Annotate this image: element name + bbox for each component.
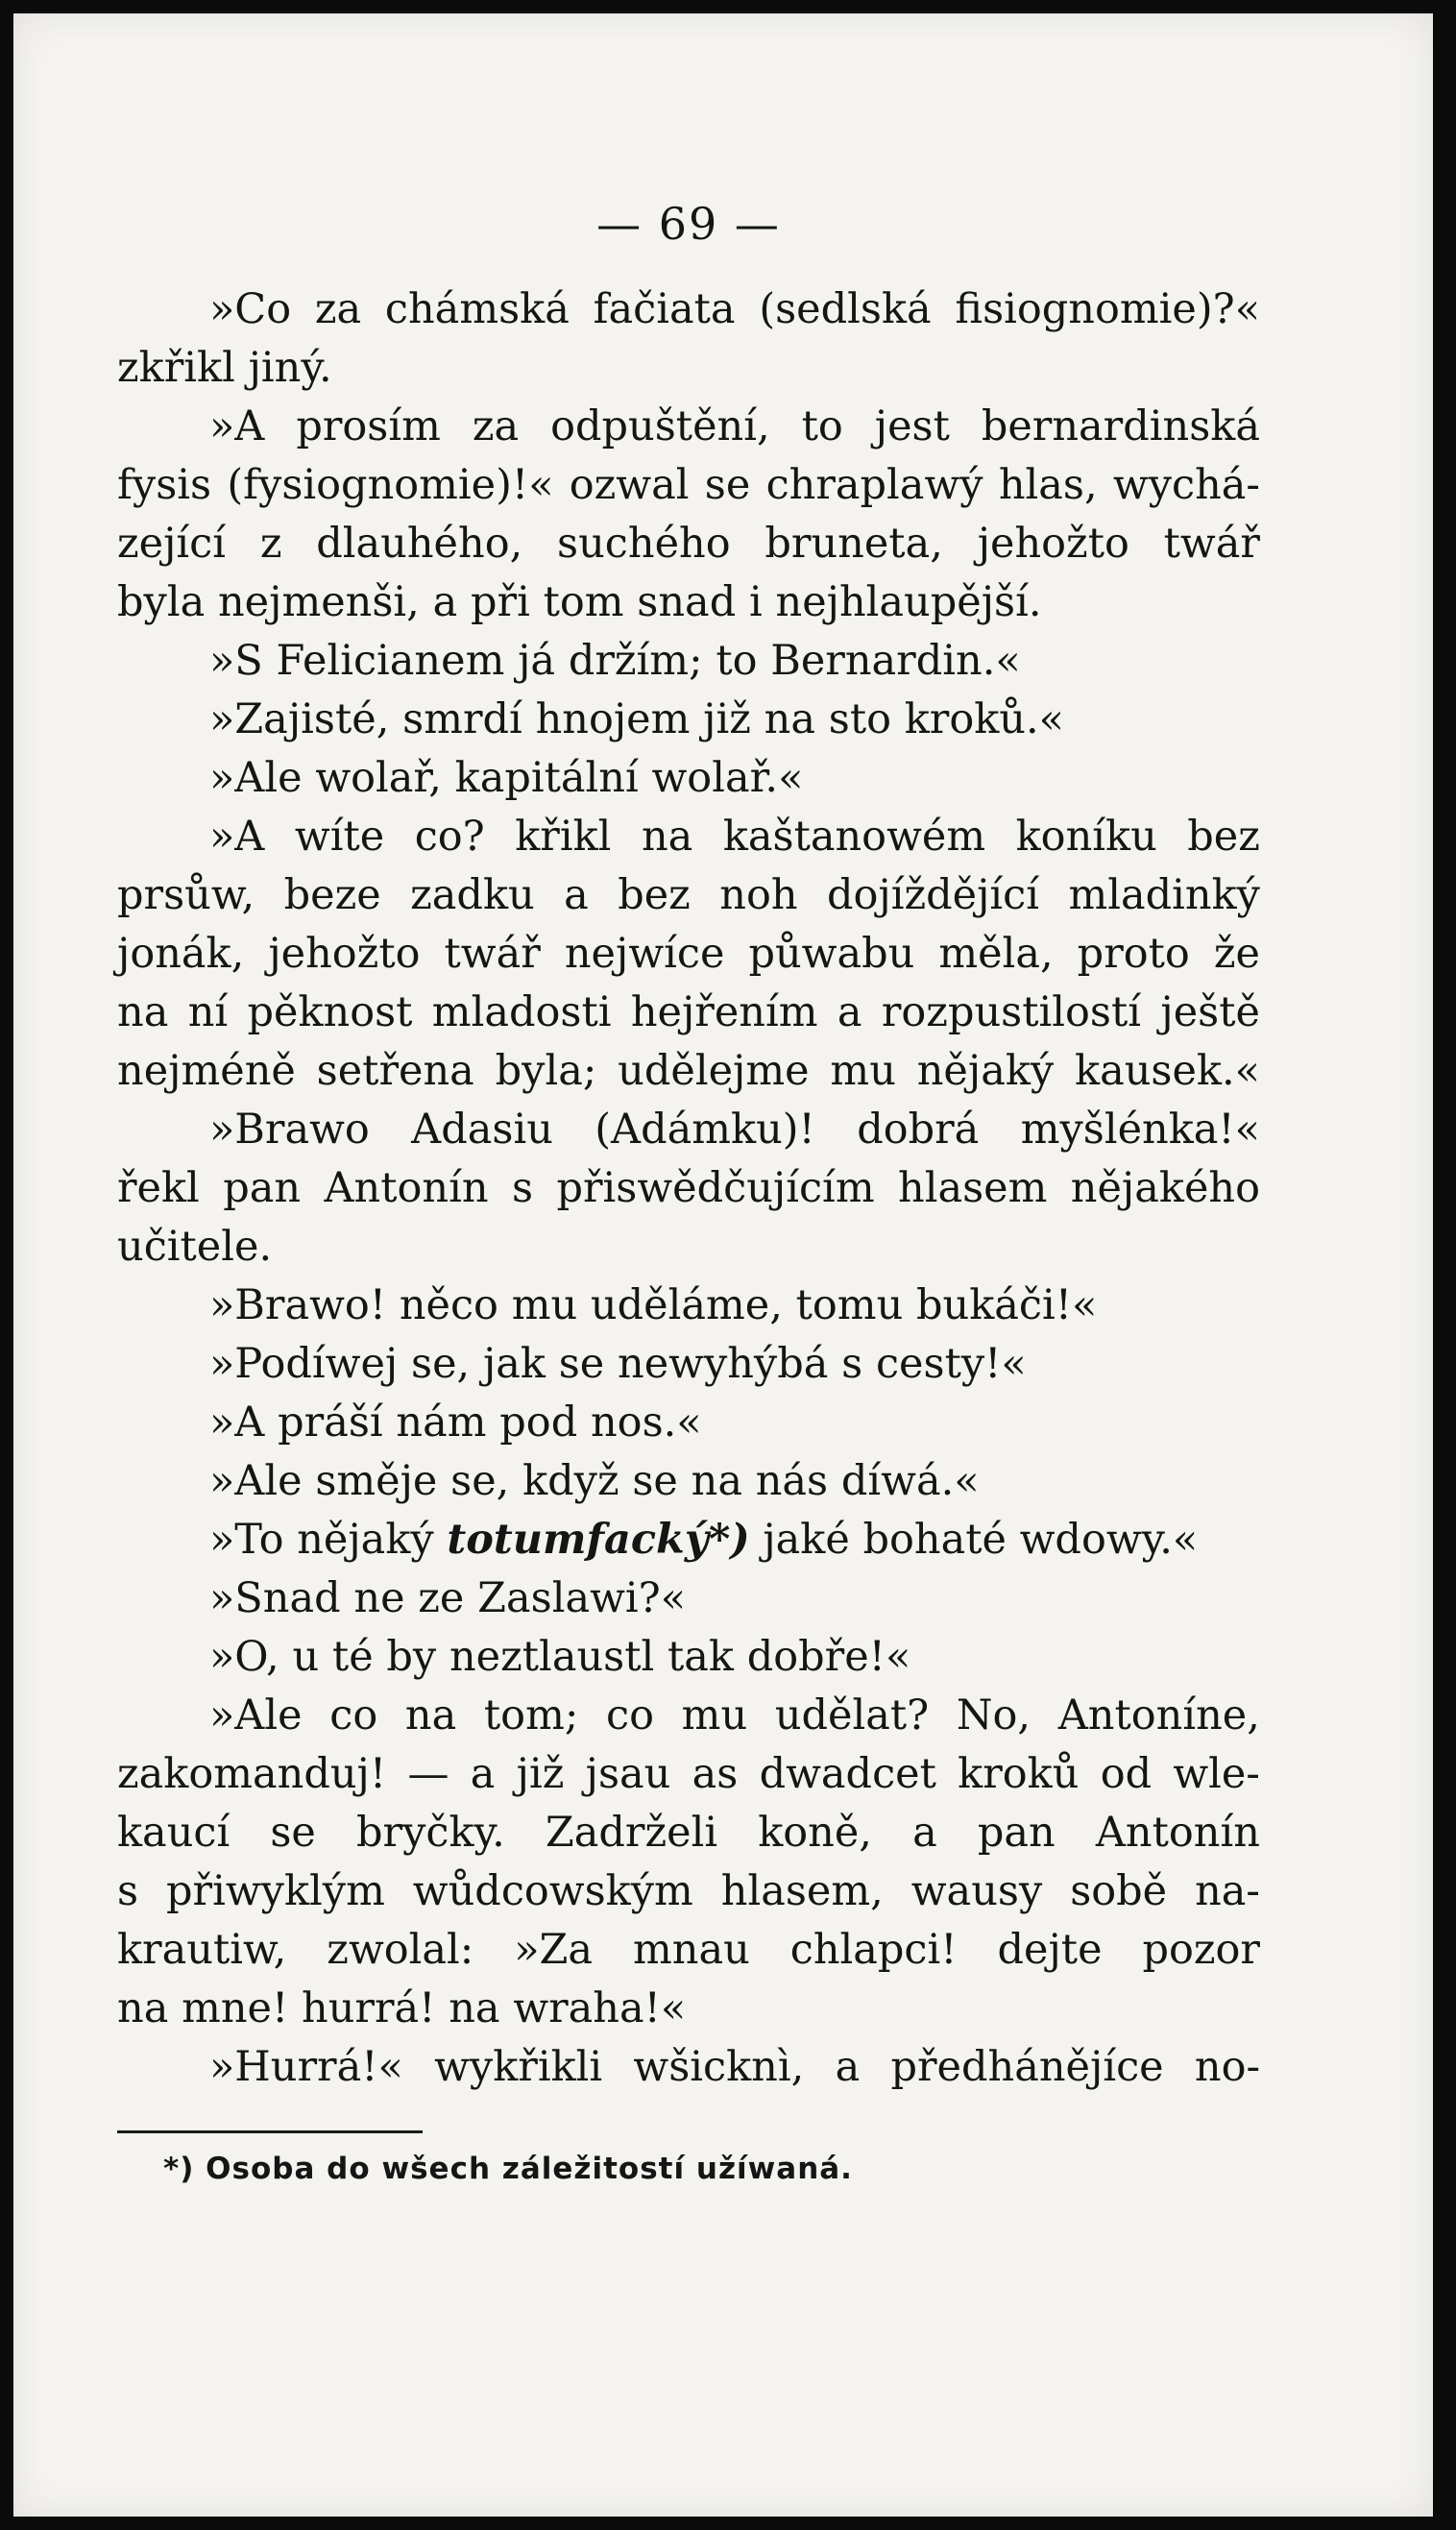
text-line: [117, 1745, 1260, 1804]
word: »Hurrá!«: [209, 2043, 403, 2091]
word: mladosti: [431, 988, 612, 1036]
text-line: [117, 925, 1260, 984]
word: mu: [830, 1047, 896, 1095]
word: zwolal:: [327, 1926, 474, 1974]
word: »Podíwej: [209, 1340, 399, 1388]
word: No,: [956, 1691, 1031, 1739]
word: —: [407, 1750, 449, 1798]
word: se: [270, 1809, 316, 1857]
word: tom;: [483, 1691, 579, 1739]
word: »S: [209, 637, 263, 685]
word: zadku: [410, 871, 535, 919]
text-line: [117, 1569, 1260, 1628]
word: »Ale: [209, 1457, 303, 1505]
word: něco: [399, 1281, 498, 1329]
word: na: [449, 1984, 500, 2032]
word: a: [837, 988, 862, 1036]
word: hlas,: [998, 461, 1098, 509]
word: na: [764, 695, 815, 743]
italic-term: totumfacký*): [447, 1516, 750, 1564]
word: myšlénka!«: [1020, 1106, 1260, 1154]
word: Zaslawi?«: [477, 1574, 687, 1622]
text-line: [117, 515, 1260, 573]
word: suchého: [557, 520, 731, 568]
text-line: [117, 749, 1260, 808]
word: dojíždějící: [826, 871, 1040, 919]
word: jehožto: [977, 520, 1129, 568]
word: s: [841, 1340, 863, 1388]
word: as: [692, 1750, 739, 1798]
text-line: [117, 1921, 1260, 1980]
word: dobrá: [857, 1106, 980, 1154]
word: snad: [637, 578, 737, 626]
word: wraha!«: [513, 1984, 687, 2032]
word: kroků: [958, 1750, 1080, 1798]
word: hejřením: [630, 988, 818, 1036]
word: koníku: [1015, 813, 1157, 861]
word: od: [1100, 1750, 1153, 1798]
word: zakomanduj!: [117, 1750, 387, 1798]
word: hlasem: [898, 1164, 1048, 1212]
word: chlapci!: [789, 1926, 958, 1974]
word: koně,: [758, 1809, 872, 1857]
word: s: [511, 1164, 534, 1212]
word: rozpustilostí: [881, 988, 1142, 1036]
text-line: [117, 1394, 1260, 1452]
word: noh: [719, 871, 798, 919]
word: hlasem,: [720, 1867, 884, 1915]
word: jiný.: [248, 344, 332, 392]
text-line: [117, 1804, 1260, 1862]
word: mu: [511, 1281, 578, 1329]
word: nejméně: [117, 1047, 296, 1095]
word: že: [1213, 930, 1260, 978]
word: nás: [755, 1457, 829, 1505]
word: pan: [977, 1809, 1056, 1857]
word: fačiata: [593, 285, 736, 333]
word: co: [329, 1691, 378, 1739]
word: a: [835, 2043, 861, 2091]
word: »O,: [209, 1633, 279, 1681]
word: co?: [414, 813, 485, 861]
text-line: [117, 573, 1260, 632]
word: měla,: [938, 930, 1054, 978]
word: dwadcet: [759, 1750, 936, 1798]
word: by: [386, 1633, 437, 1681]
word: Antonín: [1095, 1809, 1260, 1857]
word: u: [292, 1633, 320, 1681]
word: »A: [209, 813, 265, 861]
word: učitele.: [117, 1223, 273, 1271]
word: kapitální: [454, 754, 639, 802]
word: cesty!«: [875, 1340, 1027, 1388]
word: (sedlská: [759, 285, 932, 333]
word: neztlaustl: [449, 1633, 655, 1681]
word: držím;: [568, 637, 703, 685]
word: to: [716, 637, 758, 685]
word: wychá-: [1112, 461, 1260, 509]
text-line: [117, 632, 1260, 691]
word: smrdí: [402, 695, 522, 743]
word: setřena: [316, 1047, 474, 1095]
word: udělejme: [618, 1047, 810, 1095]
word: wíte: [294, 813, 385, 861]
text-line: [117, 339, 1260, 398]
word: Bernardin.«: [770, 637, 1021, 685]
word: wausy: [910, 1867, 1043, 1915]
word: prsůw,: [117, 871, 255, 919]
word: nějakého: [1070, 1164, 1260, 1212]
word: pan: [223, 1164, 302, 1212]
word: na: [404, 1691, 457, 1739]
word: za: [472, 402, 520, 450]
word: jak: [482, 1340, 546, 1388]
footnote: *) Osoba do wšech záležitostí užíwaná.: [163, 2152, 853, 2186]
word: i: [748, 578, 763, 626]
text-line: [117, 456, 1260, 515]
word: na: [117, 988, 169, 1036]
word: nejmenši,: [217, 578, 420, 626]
word: se,: [411, 1340, 471, 1388]
text-line: [117, 1101, 1260, 1159]
word: ještě: [1160, 988, 1260, 1036]
word: bez: [618, 871, 691, 919]
word: krautiw,: [117, 1926, 287, 1974]
word: fisiognomie)?«: [955, 285, 1260, 333]
word: jsau: [585, 1750, 671, 1798]
book-page: [13, 13, 1433, 2517]
word: a: [470, 1750, 496, 1798]
text-line: [117, 1159, 1260, 1218]
word: se: [632, 1457, 678, 1505]
word: Antoníne,: [1057, 1691, 1260, 1739]
word: bruneta,: [764, 520, 943, 568]
word: kaucí: [117, 1809, 231, 1857]
word: Zadrželi: [545, 1809, 718, 1857]
word: uděláme,: [590, 1281, 783, 1329]
word: mladinký: [1068, 871, 1260, 919]
word: pozor: [1142, 1926, 1260, 1974]
word: když: [522, 1457, 619, 1505]
word: chámská: [384, 285, 570, 333]
word: z: [259, 520, 282, 568]
word: zkřikl: [117, 344, 235, 392]
word: se,: [450, 1457, 510, 1505]
word: odpuštění,: [550, 402, 770, 450]
text-line: [117, 1980, 1260, 2038]
word: směje: [315, 1457, 438, 1505]
word: wůdcowským: [412, 1867, 693, 1915]
word: se: [558, 1340, 605, 1388]
word: bukáči!«: [916, 1281, 1098, 1329]
word: sobě: [1070, 1867, 1168, 1915]
word: za: [314, 285, 362, 333]
word: na-: [1195, 1867, 1260, 1915]
page-number: — 69 —: [596, 198, 781, 250]
word: twář: [1163, 520, 1260, 568]
word: díwá.«: [840, 1457, 980, 1505]
word: ne: [353, 1574, 405, 1622]
body-text: [117, 280, 1260, 2097]
word: na: [117, 1984, 169, 2032]
text-segment: jaké bohaté wdowy.«: [749, 1516, 1199, 1564]
text-line: [117, 984, 1260, 1042]
word: bernardinská: [981, 402, 1260, 450]
word: fysis: [117, 461, 212, 509]
word: kroků.«: [904, 695, 1064, 743]
word: ozwal: [569, 461, 690, 509]
word: byla: [117, 578, 206, 626]
word: wle-: [1173, 1750, 1260, 1798]
word: a: [564, 871, 589, 919]
word: se: [704, 461, 751, 509]
word: na: [691, 1457, 742, 1505]
word: předhánějíce: [890, 2043, 1164, 2091]
word: půwabu: [748, 930, 915, 978]
word: wolař.«: [651, 754, 804, 802]
text-segment: »To nějaký: [209, 1516, 448, 1564]
word: práší: [278, 1399, 383, 1447]
word: nám: [396, 1399, 487, 1447]
word: tom: [543, 578, 624, 626]
word: wšicknì,: [633, 2043, 805, 2091]
word: již: [516, 1750, 565, 1798]
word: nejwíce: [564, 930, 725, 978]
word: té: [331, 1633, 374, 1681]
word: twář: [444, 930, 541, 978]
word: (fysiognomie)!«: [227, 461, 554, 509]
word: nos.«: [590, 1399, 702, 1447]
word: ní: [187, 988, 229, 1036]
text-line: [117, 691, 1260, 749]
word: »Za: [514, 1926, 594, 1974]
text-line: [117, 866, 1260, 925]
word: ze: [418, 1574, 465, 1622]
word: zející: [117, 520, 227, 568]
word: »Snad: [209, 1574, 341, 1622]
word: beze: [283, 871, 381, 919]
word: bryčky.: [356, 1809, 505, 1857]
word: (Adámku)!: [595, 1106, 815, 1154]
word: »Brawo: [209, 1106, 370, 1154]
word: dobře!«: [746, 1633, 911, 1681]
word: přiswědčujícím: [556, 1164, 875, 1212]
word: »Ale: [209, 754, 303, 802]
word: pod: [499, 1399, 578, 1447]
text-line: [117, 808, 1260, 866]
word: »Zajisté,: [209, 695, 390, 743]
word: řekl: [117, 1164, 200, 1212]
word: »A: [209, 402, 265, 450]
word: mne!: [182, 1984, 289, 2032]
word: mnau: [632, 1926, 750, 1974]
word: hurrá!: [302, 1984, 436, 2032]
word: jest: [874, 402, 950, 450]
word: nějaký: [916, 1047, 1055, 1095]
text-line: [117, 1335, 1260, 1394]
text-line: [117, 1511, 1260, 1569]
text-line: [117, 1628, 1260, 1687]
word: tomu: [795, 1281, 904, 1329]
text-line: [117, 1862, 1260, 1921]
word: při: [471, 578, 530, 626]
word: »A: [209, 1399, 265, 1447]
text-line: [117, 398, 1260, 456]
word: tak: [667, 1633, 734, 1681]
text-line: [117, 1452, 1260, 1511]
word: prosím: [296, 402, 441, 450]
word: já: [518, 637, 556, 685]
word: Antonín: [324, 1164, 489, 1212]
word: s: [117, 1867, 139, 1915]
word: »Brawo!: [209, 1281, 387, 1329]
word: již: [703, 695, 751, 743]
word: »Ale: [209, 1691, 303, 1739]
word: dlauhého,: [316, 520, 523, 568]
text-line: [117, 1042, 1260, 1101]
word: a: [432, 578, 458, 626]
text-line: [117, 1218, 1260, 1277]
word: nejhlaupější.: [775, 578, 1042, 626]
word: Adasiu: [411, 1106, 553, 1154]
word: kausek.«: [1075, 1047, 1260, 1095]
word: proto: [1077, 930, 1190, 978]
word: Felicianem: [276, 637, 505, 685]
word: wolař,: [315, 754, 442, 802]
text-line: [117, 280, 1260, 339]
word: dejte: [997, 1926, 1103, 1974]
word: byla;: [495, 1047, 597, 1095]
text-line: [117, 2038, 1260, 2097]
word: newyhýbá: [618, 1340, 829, 1388]
word: wykřikli: [434, 2043, 603, 2091]
word: sto: [828, 695, 891, 743]
word: na: [641, 813, 693, 861]
word: kaštanowém: [722, 813, 986, 861]
text-line: [117, 1277, 1260, 1335]
footnote-rule: [117, 2130, 423, 2133]
word: křikl: [515, 813, 612, 861]
word: no-: [1194, 2043, 1260, 2091]
word: jehožto: [268, 930, 421, 978]
word: co: [606, 1691, 654, 1739]
word: bez: [1187, 813, 1260, 861]
word: přiwyklým: [166, 1867, 385, 1915]
word: chraplawý: [765, 461, 983, 509]
word: mu: [681, 1691, 748, 1739]
word: a: [912, 1809, 937, 1857]
word: hnojem: [535, 695, 691, 743]
word: udělat?: [774, 1691, 930, 1739]
word: »Co: [209, 285, 292, 333]
word: to: [801, 402, 843, 450]
word: pěknost: [247, 988, 413, 1036]
word: jonák,: [117, 930, 245, 978]
text-line: [117, 1687, 1260, 1745]
